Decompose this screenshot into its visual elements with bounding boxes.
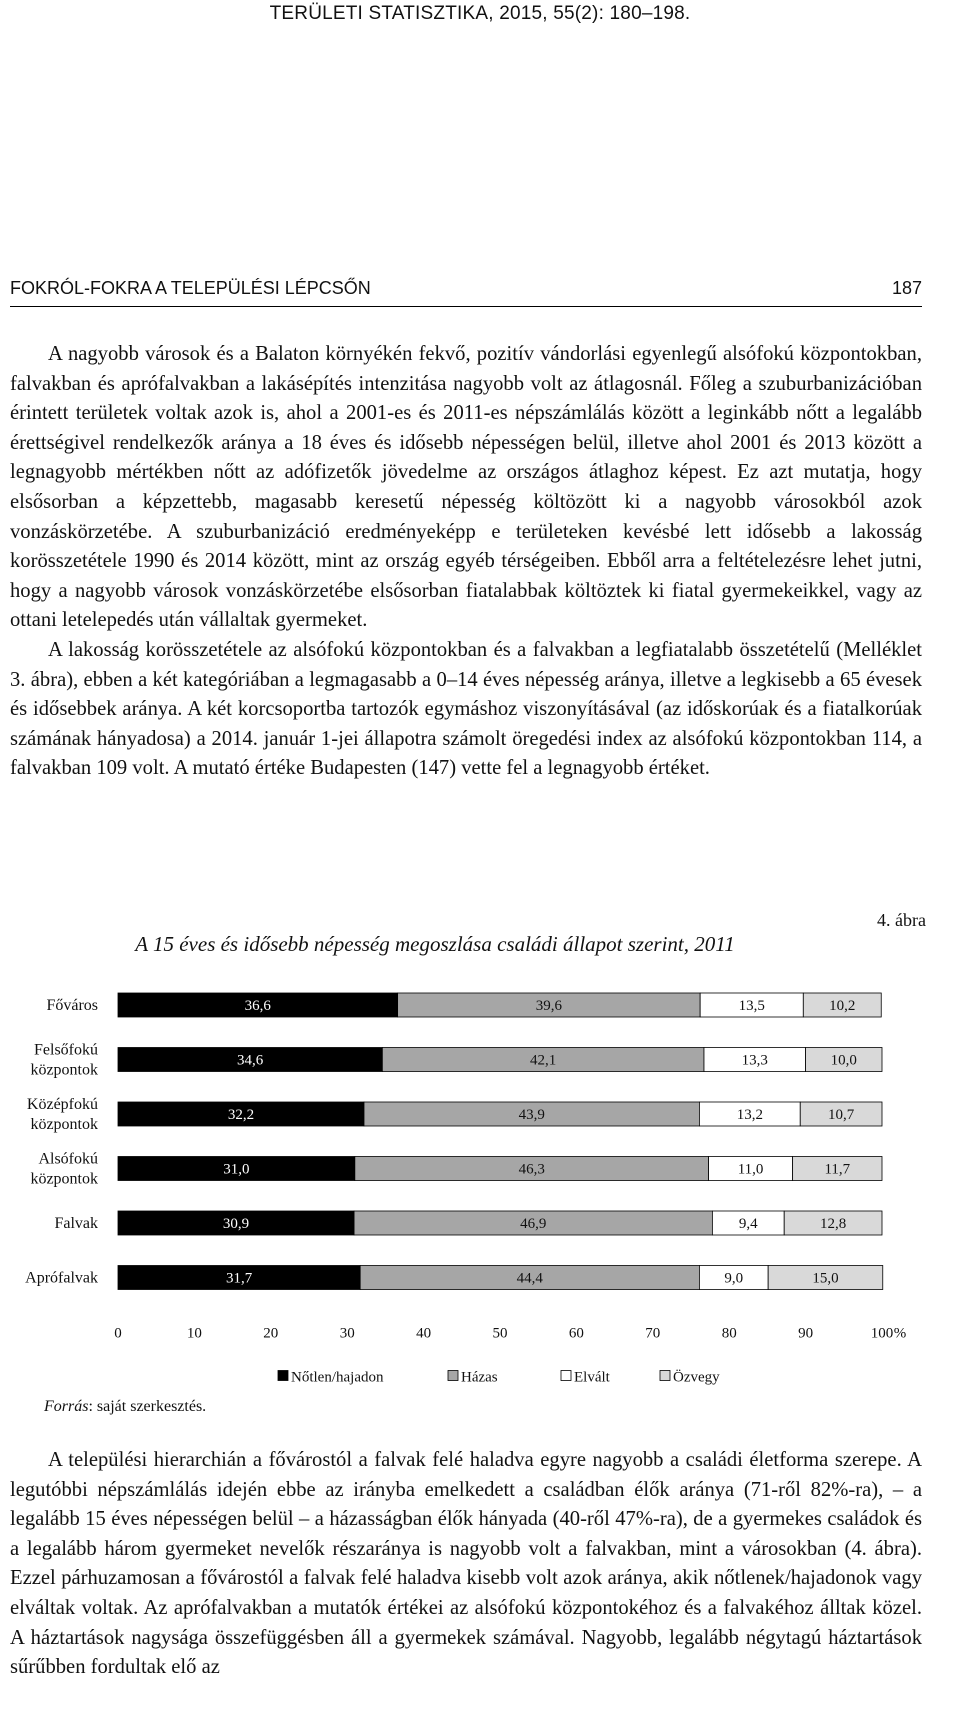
legend-swatch [660, 1371, 670, 1381]
source-text: : saját szerkesztés. [88, 1398, 207, 1415]
data-label: 10,2 [829, 998, 856, 1014]
category-label: Főváros [46, 997, 98, 1014]
category-label: Aprófalvak [25, 1269, 98, 1287]
source-label: Forrás [44, 1398, 89, 1415]
paragraph: A nagyobb városok és a Balaton környékén fekvő, pozitív vándorlási egyenlegű alsófokú központokban, falvakban és aprófalvakban a lakásépítés intenzitása nagyobb volt az átlagosnál. Főleg a szuburbanizációban érintett területek voltak azok is, ahol a 2001-es és 2011-es népszámlálás között a leginkább nőtt a legalább érettségivel rendelkezők aránya a 18 éves és idősebb népességen belül, illetve ahol 2001 és 2013 között a legnagyobb mértékben nőtt az adófizetők jövedelme az országos átlaghoz képest. Ez azt mutatja, hogy elsősorban a képzettebb, magasabb keresetű népesség költözött ki a nagyobb városokból azok vonzáskörzetébe. A szuburbanizáció eredményeképp e területeken kevésbé lett idősebb a lakosság korösszetétele 1990 és 2014 között, mint az ország egyéb térségeiben. Ebből arra a feltételezésre lehet jutni, hogy a nagyobb városok vonzáskörzetébe elsősorban fiatalabbak költöztek ki fiatal gyermekeikkel, vagy az ottani letelepedés után vállaltak gyermeket. [10, 343, 922, 632]
data-label: 42,1 [530, 1052, 557, 1069]
body-text-before-figure [10, 340, 922, 784]
header-rule [10, 306, 922, 307]
legend-label: Elvált [574, 1369, 610, 1386]
legend-label: Házas [461, 1369, 498, 1386]
figure-title [0, 932, 960, 957]
data-label: 11,7 [824, 1161, 851, 1178]
stacked-bar-chart [0, 975, 960, 1395]
data-label: 9,4 [738, 1216, 758, 1232]
data-label: 13,2 [736, 1107, 763, 1123]
data-label: 46,9 [520, 1216, 547, 1232]
page-number: 187 [891, 278, 922, 298]
x-tick-label: 10 [186, 1325, 202, 1342]
x-tick-label: 20 [263, 1325, 279, 1342]
data-label: 39,6 [535, 998, 563, 1014]
x-tick-label: 30 [339, 1325, 355, 1342]
running-head: TERÜLETI STATISZTIKA, 2015, 55(2): 180–198. [269, 3, 691, 24]
paragraph: A lakosság korösszetétele az alsófokú központokban és a falvakban a legfiatalabb összetételű (Melléklet 3. ábra), ebben a két kategóriában a legmagasabb a 0–14 éves népesség aránya, illetve a legkisebb a 65 évesek és idősebbek aránya. A két korcsoportba tartozók egymáshoz viszonyításával (az időskorúak és a fiatalkorúak számának hányadosa) a 2014. január 1-jei állapotra számolt öregedési index az alsófokú központokban 114, a falvakban 109 volt. A mutató értéke Budapesten (147) vette fel a legnagyobb értéket. [10, 638, 922, 780]
data-label: 15,0 [812, 1270, 839, 1287]
x-tick-label: 70 [645, 1325, 661, 1342]
data-label: 31,7 [225, 1270, 253, 1287]
data-label: 43,9 [518, 1107, 545, 1123]
data-label: 9,0 [724, 1270, 744, 1287]
data-label: 31,0 [223, 1161, 250, 1178]
data-label: 10,0 [830, 1052, 857, 1069]
figure-source [44, 1398, 206, 1416]
data-label: 13,5 [738, 998, 765, 1014]
category-label: Felsőfokú központok [30, 1041, 98, 1079]
data-label: 30,9 [222, 1216, 250, 1232]
data-label: 32,2 [227, 1107, 255, 1123]
figure-number: 4. ábra [877, 910, 926, 930]
data-label: 13,3 [741, 1052, 768, 1069]
category-label: Falvak [54, 1215, 98, 1232]
x-tick-label: 40 [416, 1325, 432, 1342]
data-label: 36,6 [244, 998, 271, 1014]
legend-swatch [561, 1371, 571, 1381]
paragraph: A települési hierarchián a fővárostól a falvak felé haladva egyre nagyobb a családi életforma szerepe. A legutóbbi népszámlálás idején ebbe az irányba emelkedett a családban élők aránya (71-ről 82%-ra), – a legalább 15 éves népességen belül – a házasságban élők hányada (40-ről 47%-ra), de a gyermekes családok és a legalább három gyermeket nevelők részaránya is nagyobb volt a falvakban, mint a városokban (4. ábra). Ezzel párhuzamosan a fővárostól a falvak felé haladva kisebb volt azok aránya, akik nőtlenek/hajadonok vagy elváltak voltak. Az aprófalvakban a mutatók értékei az alsófokú központokéhoz és a falvakéhoz álltak közel. A háztartások nagysága összefüggésben áll a gyermekek számával. Nagyobb, legalább négytagú háztartások sűrűbben fordultak elő az [10, 1449, 922, 1679]
data-label: 46,3 [518, 1161, 545, 1178]
x-axis-unit: % [893, 1325, 907, 1342]
data-label: 12,8 [819, 1216, 847, 1232]
category-label: Középfokú központok [26, 1096, 98, 1133]
data-label: 11,0 [737, 1161, 764, 1178]
x-tick-label: 90 [798, 1325, 814, 1342]
x-tick-label: 0 [114, 1325, 122, 1342]
page-header-title: FOKRÓL-FOKRA A TELEPÜLÉSI LÉPCSŐN [10, 278, 371, 298]
legend-swatch [448, 1371, 458, 1381]
page-header [10, 278, 922, 299]
x-tick-label: 60 [568, 1325, 584, 1342]
legend-swatch [278, 1371, 288, 1381]
body-text-after-figure [10, 1446, 922, 1683]
legend-label: Nőtlen/hajadon [291, 1369, 384, 1386]
figure-title-text: A 15 éves és idősebb népesség megoszlása családi állapot szerint, 2011 [135, 932, 735, 956]
data-label: 10,7 [828, 1107, 855, 1123]
legend-label: Özvegy [673, 1369, 720, 1386]
x-tick-label: 80 [721, 1325, 737, 1342]
x-tick-label: 100 [870, 1325, 894, 1342]
data-label: 44,4 [516, 1270, 543, 1287]
category-label: Alsófokú központok [30, 1150, 98, 1188]
x-tick-label: 50 [492, 1325, 508, 1342]
data-label: 34,6 [237, 1052, 264, 1069]
